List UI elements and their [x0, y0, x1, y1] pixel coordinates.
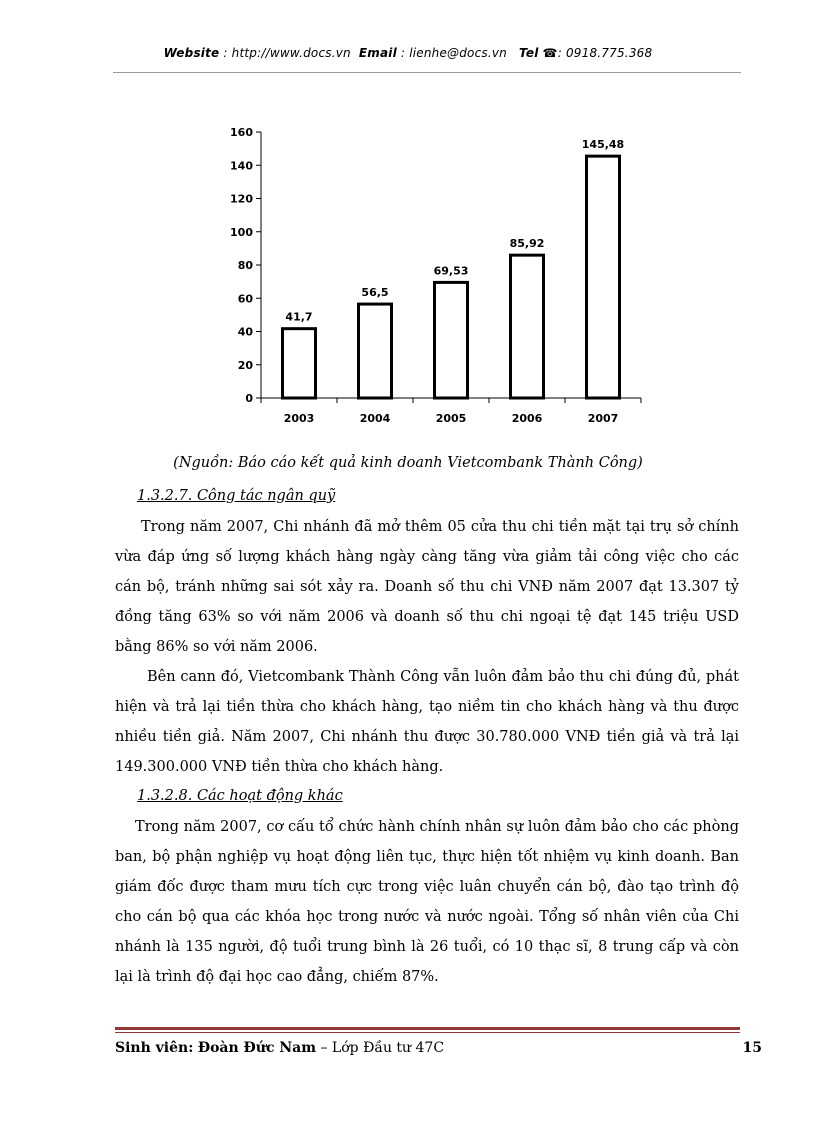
page-number: 15	[742, 1040, 762, 1056]
x-tick-label: 2006	[511, 412, 543, 425]
bar	[587, 156, 620, 398]
y-tick-label: 140	[230, 159, 253, 173]
paragraph-treasury-2: Bên cann đó, Vietcombank Thành Công vẫn luôn đảm bảo thu chi đúng đủ, phát hiện và trả lại tiền thừa cho khách hàng, tạo niềm tin cho khách hàng và thu được nhiều tiền giả. Năm 2007, Chi nhánh thu được 30.780.000 VNĐ tiền giả và trả lại 149.300.000 VNĐ tiền thừa cho khách hàng.	[115, 669, 739, 775]
paragraph-treasury-1: Trong năm 2007, Chi nhánh đã mở thêm 05 cửa thu chi tiền mặt tại trụ sở chính vừa đáp ứng số lượng khách hàng ngày càng tăng vừa giảm tải công việc cho các cán bộ, tránh những sai sót xảy ra. Doanh số thu chi VNĐ năm 2007 đạt 13.307 tỷ đồng tăng 63% so với năm 2006 và doanh số thu chi ngoại tệ đạt 145 triệu USD bằng 86% so với năm 2006.	[115, 519, 739, 655]
section-heading-treasury: 1.3.2.7. Công tác ngân quỹ	[137, 488, 336, 504]
footer-rule-thick	[115, 1027, 740, 1030]
y-tick-label: 40	[237, 325, 253, 339]
footer-rule-thin	[115, 1032, 740, 1033]
email-label: Email	[358, 46, 397, 60]
bar	[435, 282, 468, 398]
footer-class: – Lớp Đầu tư 47C	[316, 1040, 445, 1056]
email-link[interactable]: lienhe@docs.vn	[409, 46, 507, 60]
bar-chart	[200, 120, 660, 440]
bar-value-label: 56,5	[361, 286, 389, 300]
bar-value-label: 85,92	[509, 237, 545, 251]
website-link[interactable]: http://www.docs.vn	[231, 46, 351, 60]
tel-label: Tel	[519, 46, 539, 60]
y-tick-label: 0	[245, 392, 253, 405]
x-tick-label: 2005	[435, 412, 467, 425]
y-tick-label: 120	[230, 192, 253, 206]
y-tick-label: 160	[230, 126, 253, 139]
tel-number: 0918.775.368	[565, 46, 653, 60]
page-header: Website : http://www.docs.vn Email : lienhe@docs.vn Tel ☎: 0918.775.368	[163, 46, 653, 60]
bar	[359, 304, 392, 398]
bar	[511, 255, 544, 398]
footer-student-name: Đoàn Đức Nam	[197, 1040, 317, 1056]
y-tick-label: 20	[237, 358, 253, 372]
x-tick-label: 2004	[359, 412, 391, 425]
bar-value-label: 41,7	[285, 310, 313, 324]
footer-student	[115, 1040, 444, 1056]
phone-icon: ☎	[542, 46, 558, 60]
footer-student-label: Sinh viên:	[115, 1040, 194, 1056]
section-heading-other: 1.3.2.8. Các hoạt động khác	[137, 788, 343, 804]
bar-value-label: 145,48	[581, 138, 625, 152]
chart-source-caption: (Nguồn: Báo cáo kết quả kinh doanh Vietcombank Thành Công)	[173, 455, 643, 471]
header-rule	[113, 72, 741, 73]
paragraph-other-1: Trong năm 2007, cơ cấu tổ chức hành chính nhân sự luôn đảm bảo cho các phòng ban, bộ phận nghiệp vụ hoạt động liên tục, thực hiện tốt nhiệm vụ kinh doanh. Ban giám đốc được tham mưu tích cực trong việc luân chuyển cán bộ, đào tạo trình độ cho cán bộ qua các khóa học trong nước và nước ngoài. Tổng số nhân viên của Chi nhánh là 135 người, độ tuổi trung bình là 26 tuổi, có 10 thạc sĩ, 8 trung cấp và còn lại là trình độ đại học cao đẳng, chiếm 87%.	[115, 819, 739, 985]
y-tick-label: 80	[237, 259, 253, 272]
x-tick-label: 2003	[283, 412, 315, 425]
y-tick-label: 60	[237, 292, 253, 306]
bar	[283, 329, 316, 398]
x-tick-label: 2007	[587, 412, 619, 425]
y-tick-label: 100	[230, 225, 253, 239]
website-label: Website	[163, 46, 220, 60]
bar-value-label: 69,53	[433, 264, 469, 278]
